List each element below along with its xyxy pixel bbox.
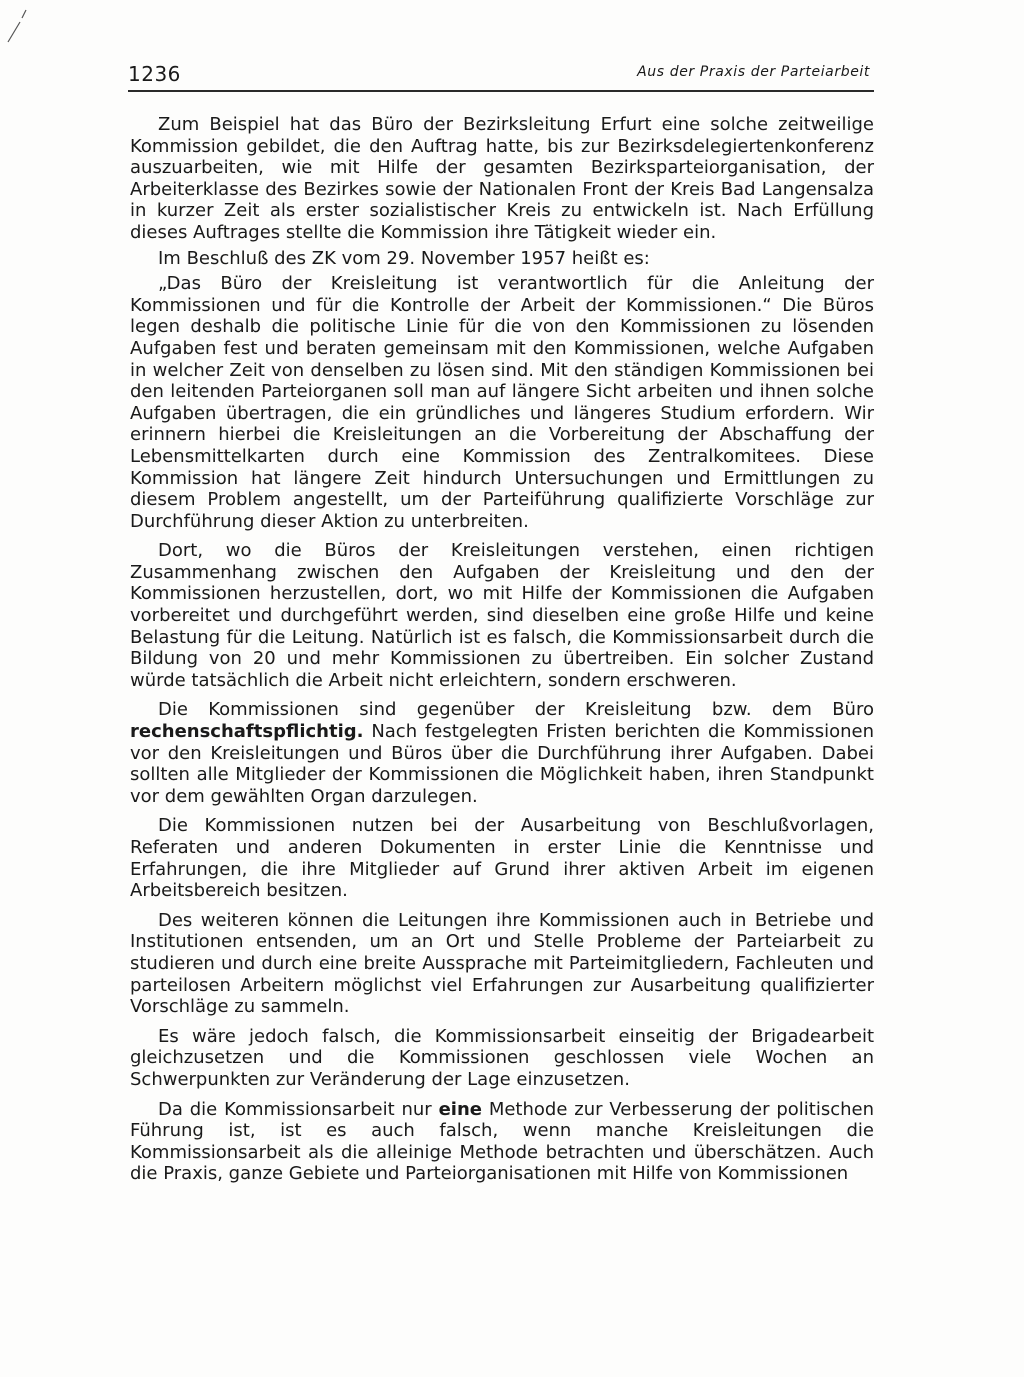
running-title: Aus der Praxis der Parteiarbeit (637, 64, 870, 80)
paragraph-1: Zum Beispiel hat das Büro der Bezirksleitung Erfurt eine solche zeitweilige Kommission gebildet, die den Auftrag hatte, bis zur Bezirksdelegiertenkonferenz auszuarbeiten, wie mit Hilfe der gesamten Bezirksparteiorganisation, der Arbeiterklasse des Bezirkes sowie der Nationalen Front der Kreis Bad Langensalza in kurzer Zeit als erster sozialistischer Kreis zu entwickeln ist. Nach Erfüllung dieses Auftrages stellte die Kommission ihre Tätigkeit wieder ein. (130, 114, 874, 243)
page-header (128, 60, 874, 92)
paragraph-5-text-before: Die Kommissionen sind gegenüber der Kreisleitung bzw. dem Büro (158, 699, 874, 721)
paragraph-9-emphasis: eine (438, 1098, 482, 1120)
paragraph-9-text-before: Da die Kommissionsarbeit nur (158, 1098, 439, 1120)
paragraph-5 (130, 699, 874, 807)
paragraph-5-emphasis: rechenschaftspflichtig. (130, 721, 364, 743)
paragraph-4: Dort, wo die Büros der Kreisleitungen verstehen, einen richtigen Zusammenhang zwischen den Aufgaben der Kreisleitung und den der Kommissionen herzustellen, dort, wo mit Hilfe der Kommissionen die Aufgaben vorbereitet und durchgeführt werden, sind dieselben eine große Hilfe und keine Belastung für die Leitung. Natürlich ist es falsch, die Kommissionsarbeit durch die Bildung von 20 und mehr Kommissionen zu übertreiben. Ein solcher Zustand würde tatsächlich die Arbeit nicht erleichtern, sondern erschweren. (130, 540, 874, 691)
paragraph-2: Im Beschluß des ZK vom 29. November 1957 heißt es: (158, 247, 650, 269)
page-number: 1236 (128, 62, 181, 86)
body-text (130, 114, 874, 1193)
paragraph-9 (130, 1099, 874, 1185)
paragraph-3-quote: „Das Büro der Kreisleitung ist verantwortlich für die Anleitung der Kommissionen und für die Kontrolle der Arbeit der Kommissionen.“ Die Büros legen deshalb die politische Linie für die von den Kommissionen zu lösenden Aufgaben fest und beraten gemeinsam mit den Kommissionen, welche Aufgaben in welcher Zeit von denselben zu lösen sind. Mit den ständigen Kommissionen bei den leitenden Parteiorganen soll man auf längere Sicht arbeiten und ihnen solche Aufgaben übertragen, die ein gründliches und längeres Studium erfordern. Wir erinnern hierbei die Kreisleitungen an die Vorbereitung der Abschaffung der Lebensmittelkarten durch eine Kommission des Zentralkomitees. Diese Kommission hat längere Zeit hindurch Untersuchungen und Ermittlungen zu diesem Problem angestellt, um der Parteiführung qualifizierte Vorschläge zur Durchführung dieser Aktion zu unterbreiten. (130, 273, 874, 532)
paragraph-9-text-after: Methode zur Verbesserung der politischen Führung ist, ist es auch falsch, wenn manche Kreisleitungen die Kommissionsarbeit als die alleinige Methode betrachten und überschätzen. Auch die Praxis, ganze Gebiete und Parteiorganisationen mit Hilfe von Kommissionen (130, 1098, 874, 1185)
pencil-mark-icon (6, 4, 46, 44)
paragraph-6: Die Kommissionen nutzen bei der Ausarbeitung von Beschlußvorlagen, Referaten und anderen Dokumenten in erster Linie die Kenntnisse und Erfahrungen, die ihre Mitglieder auf Grund ihrer aktiven Arbeit im eigenen Arbeitsbereich besitzen. (130, 815, 874, 902)
paragraph-7: Des weiteren können die Leitungen ihre Kommissionen auch in Betriebe und Institutionen entsenden, um an Ort und Stelle Probleme der Parteiarbeit zu studieren und durch eine breite Aussprache mit Parteimitgliedern, Fachleuten und parteilosen Arbeitern möglichst viel Erfahrungen zur Ausarbeitung qualifizierter Vorschläge zu sammeln. (130, 909, 874, 1018)
paragraph-8: Es wäre jedoch falsch, die Kommissionsarbeit einseitig der Brigadearbeit gleichzusetzen und die Kommissionen geschlossen viele Wochen an Schwerpunkten zur Veränderung der Lage einzusetzen. (130, 1025, 874, 1090)
paragraph-5-text-after: Nach festgelegten Fristen berichten die Kommissionen vor den Kreisleitungen und Büros über die Durchführung ihrer Aufgaben. Dabei sollten alle Mitglieder der Kommissionen die Möglichkeit haben, ihren Standpunkt vor dem gewählten Organ darzulegen. (130, 721, 874, 807)
